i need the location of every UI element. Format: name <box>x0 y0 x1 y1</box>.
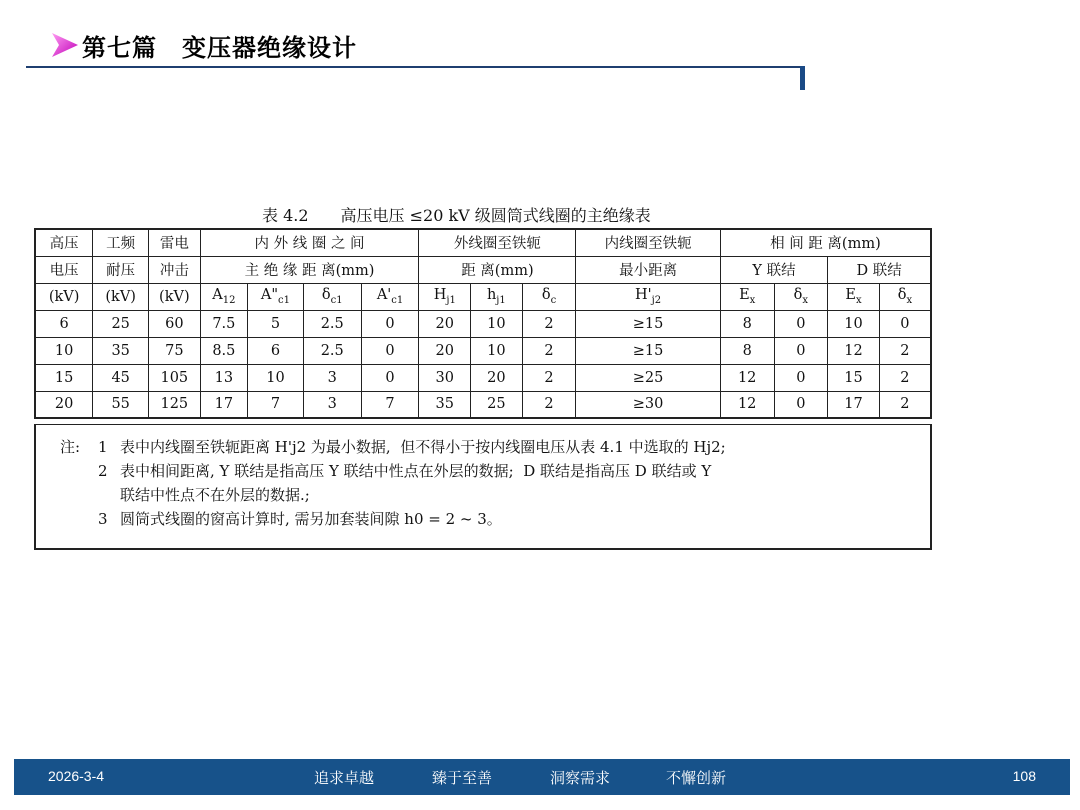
table-cell: 7.5 <box>200 310 247 337</box>
note-label: 注: <box>60 438 81 456</box>
table-row <box>35 337 931 364</box>
table-cell: 10 <box>35 337 93 364</box>
header-cell: (kV) <box>149 283 201 310</box>
table-cell: 0 <box>774 337 828 364</box>
table-cell: 0 <box>774 364 828 391</box>
footer-date: 2026-3-4 <box>48 768 105 784</box>
header-cell: 耐压 <box>93 256 149 283</box>
footer-motto-3: 洞察需求 <box>550 769 611 787</box>
header-cell: 电压 <box>35 256 93 283</box>
table-cell: 30 <box>419 364 471 391</box>
note-text: 表中相间距离, Y 联结是指高压 Y 联结中性点在外层的数据; D 联结是指高压 D 联结或 Y <box>120 462 712 480</box>
header-cell: 主 绝 缘 距 离(mm) <box>200 256 419 283</box>
note-number: 2 <box>98 462 108 480</box>
header-cell: 内 外 线 圈 之 间 <box>200 229 419 256</box>
header-cell: 冲击 <box>149 256 201 283</box>
table-cell: 2 <box>522 391 576 418</box>
table-cell: 60 <box>149 310 201 337</box>
header-row-3 <box>35 283 931 310</box>
note-2 <box>60 459 930 483</box>
table-cell: 2 <box>879 364 931 391</box>
table-cell: 45 <box>93 364 149 391</box>
note-2-continued <box>60 483 930 507</box>
table-cell: 55 <box>93 391 149 418</box>
table-cell: 35 <box>419 391 471 418</box>
table-cell: 10 <box>828 310 880 337</box>
table-cell: 8 <box>720 337 774 364</box>
header-cell: 内线圈至铁轭 <box>576 229 721 256</box>
note-3 <box>60 507 930 531</box>
title-divider <box>26 66 804 68</box>
header-cell: $A'_{c1}$ <box>361 283 419 310</box>
title-accent-bar <box>800 66 805 90</box>
table-cell: 105 <box>149 364 201 391</box>
table-cell: 6 <box>248 337 304 364</box>
page-number: 108 <box>1012 768 1036 784</box>
footer-motto-1: 追求卓越 <box>314 769 375 787</box>
table-cell: 8.5 <box>200 337 247 364</box>
header-cell: (kV) <box>93 283 149 310</box>
table-cell: 35 <box>93 337 149 364</box>
table-cell: 10 <box>248 364 304 391</box>
header-cell: $H_{j1}$ <box>419 283 471 310</box>
table-caption: 表 4.2 高压电压 ≤20 kV 级圆筒式线圈的主绝缘表 <box>262 206 651 225</box>
table-row <box>35 310 931 337</box>
table-cell: 7 <box>248 391 304 418</box>
table-cell: 10 <box>471 337 523 364</box>
table-cell: 0 <box>361 364 419 391</box>
table-cell: 13 <box>200 364 247 391</box>
note-number: 1 <box>98 438 108 456</box>
page-title: 第七篇 变压器绝缘设计 <box>82 33 357 62</box>
table-cell: 17 <box>200 391 247 418</box>
note-number: 3 <box>98 510 108 528</box>
note-text: 圆筒式线圈的窗高计算时, 需另加套装间隙 h0 = 2 ~ 3。 <box>120 510 502 528</box>
header-cell: $A"_{c1}$ <box>248 283 304 310</box>
header-cell: $\delta_{c1}$ <box>303 283 361 310</box>
table-cell: 12 <box>720 391 774 418</box>
header-cell: 最小距离 <box>576 256 721 283</box>
table-cell: ≥25 <box>576 364 721 391</box>
header-cell: 工频 <box>93 229 149 256</box>
table-cell: 20 <box>419 337 471 364</box>
table-cell: ≥15 <box>576 337 721 364</box>
table-notes <box>34 424 932 550</box>
table-cell: 15 <box>35 364 93 391</box>
note-text: 表中内线圈至铁轭距离 H'j2 为最小数据, 但不得小于按内线圈电压从表 4.1 中选取的 Hj2; <box>120 438 726 456</box>
table-cell: ≥15 <box>576 310 721 337</box>
table-cell: 5 <box>248 310 304 337</box>
table-cell: 3 <box>303 364 361 391</box>
arrow-bullet-icon <box>50 30 80 60</box>
table-cell: 2 <box>522 364 576 391</box>
table-cell: 0 <box>774 310 828 337</box>
table-cell: 0 <box>361 310 419 337</box>
table-cell: 125 <box>149 391 201 418</box>
table-cell: 25 <box>93 310 149 337</box>
table-cell: 75 <box>149 337 201 364</box>
header-cell: D 联结 <box>828 256 931 283</box>
header-cell: 高压 <box>35 229 93 256</box>
table-cell: 20 <box>35 391 93 418</box>
header-cell: $H'_{j2}$ <box>576 283 721 310</box>
table-cell: 20 <box>471 364 523 391</box>
table-cell: 10 <box>471 310 523 337</box>
table-row <box>35 364 931 391</box>
header-cell: 外线圈至铁轭 <box>419 229 576 256</box>
note-text: 联结中性点不在外层的数据.; <box>120 486 310 504</box>
table-cell: ≥30 <box>576 391 721 418</box>
footer-motto-4: 不懈创新 <box>666 769 727 787</box>
header-cell: $A_{12}$ <box>200 283 247 310</box>
table-cell: 3 <box>303 391 361 418</box>
table-cell: 2 <box>879 391 931 418</box>
table-cell: 0 <box>879 310 931 337</box>
table-cell: 15 <box>828 364 880 391</box>
header-cell: 雷电 <box>149 229 201 256</box>
header-cell: 相 间 距 离(mm) <box>720 229 931 256</box>
header-cell: $E_x$ <box>720 283 774 310</box>
table-cell: 20 <box>419 310 471 337</box>
table-cell: 0 <box>361 337 419 364</box>
header-cell: $h_{j1}$ <box>471 283 523 310</box>
header-cell: $\delta_x$ <box>774 283 828 310</box>
table-cell: 12 <box>828 337 880 364</box>
table-cell: 2.5 <box>303 310 361 337</box>
table-cell: 8 <box>720 310 774 337</box>
table-cell: 0 <box>774 391 828 418</box>
table-cell: 2 <box>522 310 576 337</box>
header-cell: $\delta_x$ <box>879 283 931 310</box>
table-cell: 7 <box>361 391 419 418</box>
header-cell: Y 联结 <box>720 256 827 283</box>
header-row-1 <box>35 229 931 256</box>
insulation-table <box>34 228 932 419</box>
header-cell: $\delta_c$ <box>522 283 576 310</box>
table-cell: 25 <box>471 391 523 418</box>
footer-motto-2: 臻于至善 <box>432 769 493 787</box>
table-cell: 2 <box>879 337 931 364</box>
table-cell: 17 <box>828 391 880 418</box>
header-cell: $E_x$ <box>828 283 880 310</box>
table-cell: 6 <box>35 310 93 337</box>
slide-title <box>50 28 357 62</box>
table-cell: 2.5 <box>303 337 361 364</box>
table-cell: 12 <box>720 364 774 391</box>
table-row <box>35 391 931 418</box>
note-1 <box>60 435 930 459</box>
table-cell: 2 <box>522 337 576 364</box>
header-cell: (kV) <box>35 283 93 310</box>
header-row-2 <box>35 256 931 283</box>
footer-bar <box>14 759 1070 795</box>
header-cell: 距 离(mm) <box>419 256 576 283</box>
